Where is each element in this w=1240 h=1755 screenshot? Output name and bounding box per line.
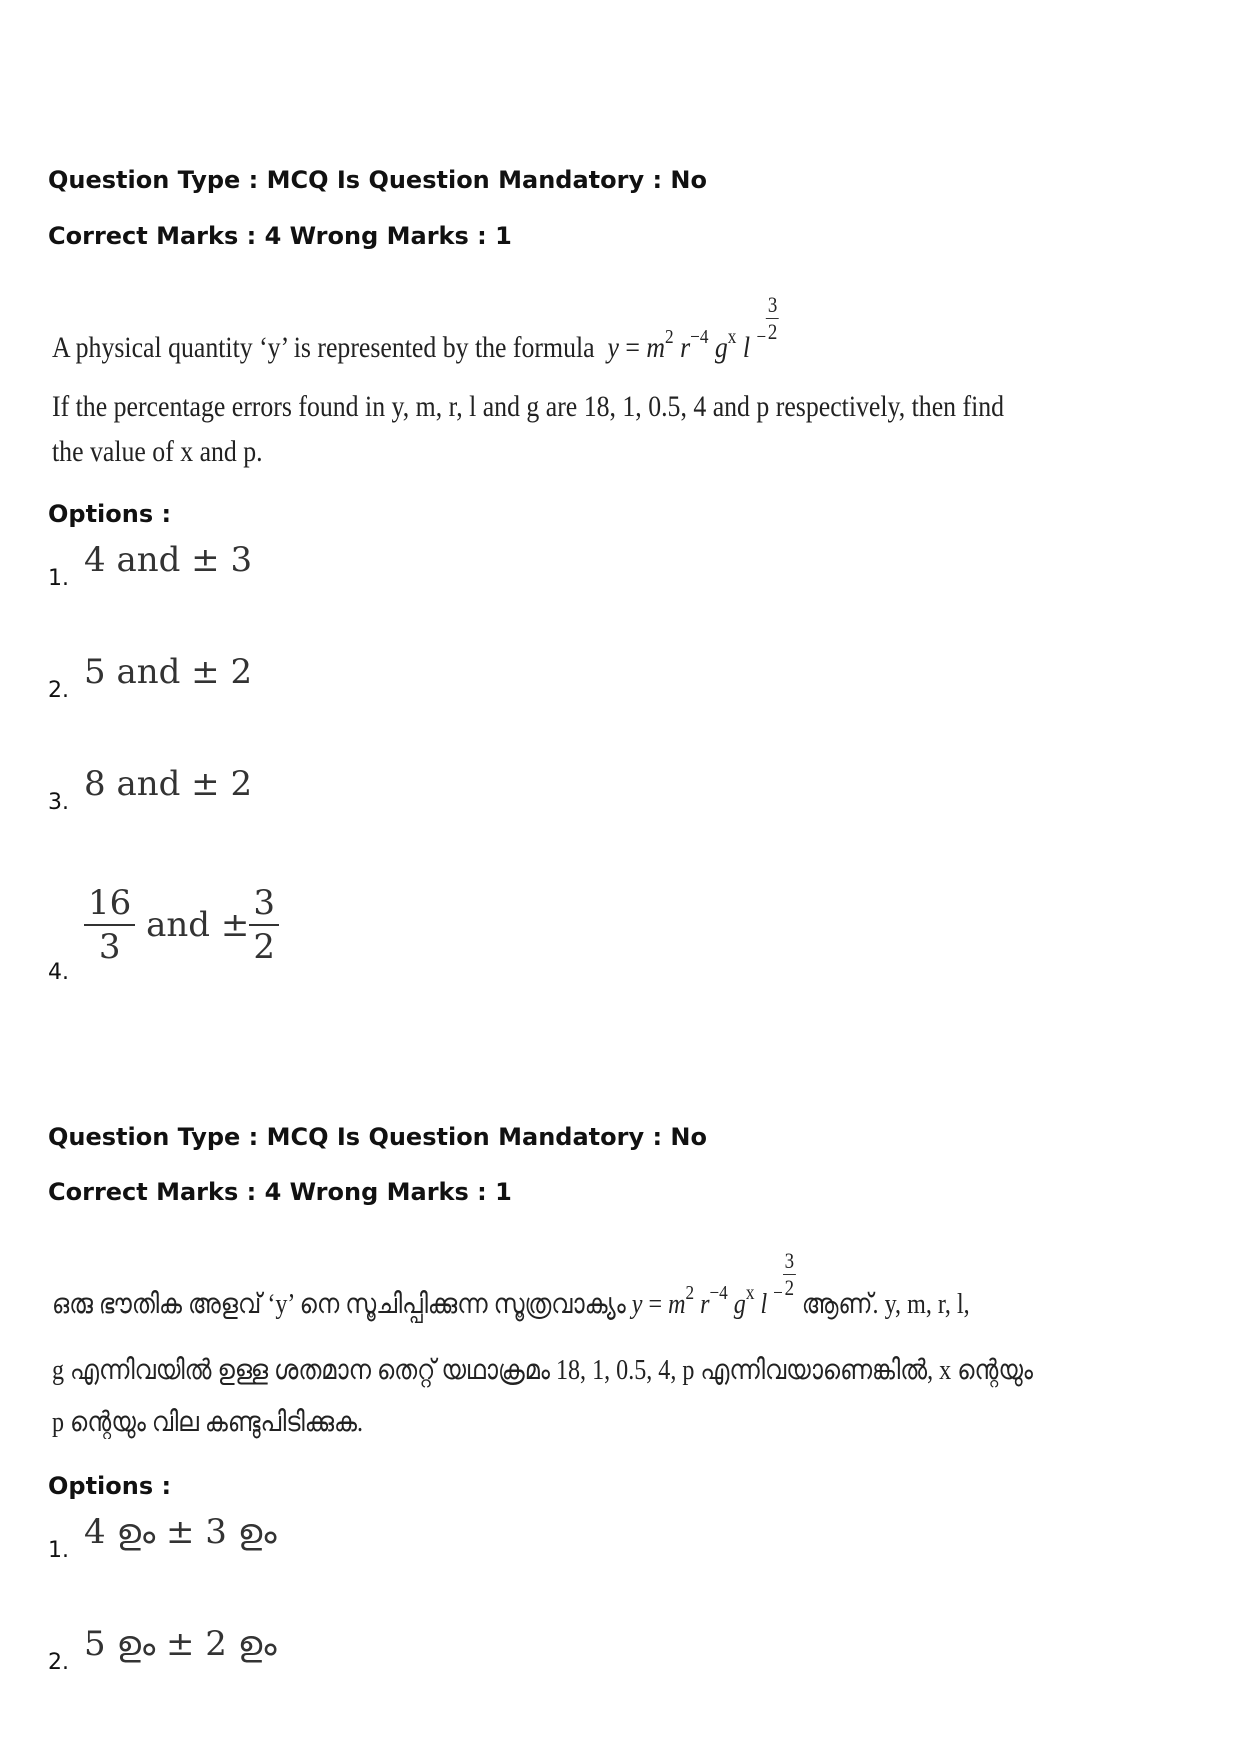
question-ml-intro: ഒരു ഭൗതിക അളവ് ‘y’ നെ സൂചിപ്പിക്കുന്ന സൂത്രവാക്യം [52,1289,626,1320]
option-4-mid: and ± [135,905,250,945]
marks-line: Correct Marks : 4 Wrong Marks : 1 [48,222,512,250]
formula-l-exp [766,294,779,343]
formula-l-exp-den: 2 [784,1275,795,1300]
formula-l-exp-den: 2 [767,319,778,344]
question-line-1 [52,292,779,364]
question-text-ml [52,1248,970,1320]
formula-m: m [668,1289,686,1320]
option-number: 2. [48,1650,69,1675]
formula-l-exp [783,1250,796,1299]
formula-m-exp: 2 [685,1282,695,1304]
formula-m: m [646,331,666,364]
question-type-line: Question Type : MCQ Is Question Mandatory : No [48,166,707,194]
question-ml-line-3: p ന്റെയും വില കണ്ടുപിടിക്കുക. [52,1407,364,1438]
question-ml-line-1 [52,1248,970,1320]
formula-ml [631,1248,802,1320]
option-1-value[interactable]: 4 and ± 3 [84,540,253,580]
formula-l-exp-sign: − [756,326,767,348]
formula-g: g [733,1289,746,1320]
formula-g: g [714,331,728,364]
formula-m-exp: 2 [665,326,674,348]
formula-y: y [607,331,619,364]
formula-l-exp-num: 3 [767,292,778,317]
fraction-b-den: 2 [253,927,275,967]
question-type-line: Question Type : MCQ Is Question Mandatory : No [48,1123,707,1151]
question-text-cont [52,384,1004,474]
formula-r-exp: −4 [690,326,709,348]
fraction-a [84,883,135,967]
fraction-b-num: 3 [249,886,279,926]
fraction-a-den: 3 [98,927,121,967]
option-number: 3. [48,790,69,815]
options-label: Options : [48,500,172,528]
option-number: 4. [48,960,69,985]
formula-g-exp: x [745,1282,755,1304]
formula-l: l [742,331,751,364]
option-number: 1. [48,566,69,591]
question-text [52,292,779,364]
formula-l-exp-num: 3 [784,1248,795,1273]
formula-l-exp-sign: − [773,1282,783,1304]
formula-r-exp: −4 [709,1282,728,1304]
options-label: Options : [48,1472,172,1500]
formula-r: r [680,331,691,364]
fraction-b [249,883,279,967]
question-ml-intro-end: ആണ്. y, m, r, l, [801,1289,970,1320]
option-number: 2. [48,678,69,703]
question-text-ml-cont [52,1342,1033,1445]
question-ml-line-2: g എന്നിവയിൽ ഉള്ള ശതമാന തെറ്റ് യഥാക്രമം 18, 1, 0.5, 4, p എന്നിവയാണെങ്കിൽ, x ന്റെയും [52,1355,1034,1386]
fraction-a-num: 16 [84,886,135,926]
question-line-2: If the percentage errors found in y, m, r, l and g are 18, 1, 0.5, 4 and p respectively, then find [52,390,1005,423]
option-number: 1. [48,1538,69,1563]
marks-line: Correct Marks : 4 Wrong Marks : 1 [48,1178,512,1206]
option-2-value[interactable]: 5 ഉം ± 2 ഉം [84,1624,277,1664]
formula-y: y [631,1289,643,1320]
formula [601,292,779,364]
formula-g-exp: x [727,326,737,348]
option-1-value[interactable]: 4 ഉം ± 3 ഉം [84,1512,277,1552]
formula-eq: = [618,331,647,364]
option-4-value[interactable] [84,883,279,967]
formula-eq: = [642,1289,669,1320]
option-2-value[interactable]: 5 and ± 2 [84,652,253,692]
option-3-value[interactable]: 8 and ± 2 [84,764,253,804]
formula-r: r [700,1289,710,1320]
question-line-3: the value of x and p. [52,435,263,468]
question-intro: A physical quantity ‘y’ is represented by the formula [52,331,595,364]
formula-l: l [760,1289,768,1320]
